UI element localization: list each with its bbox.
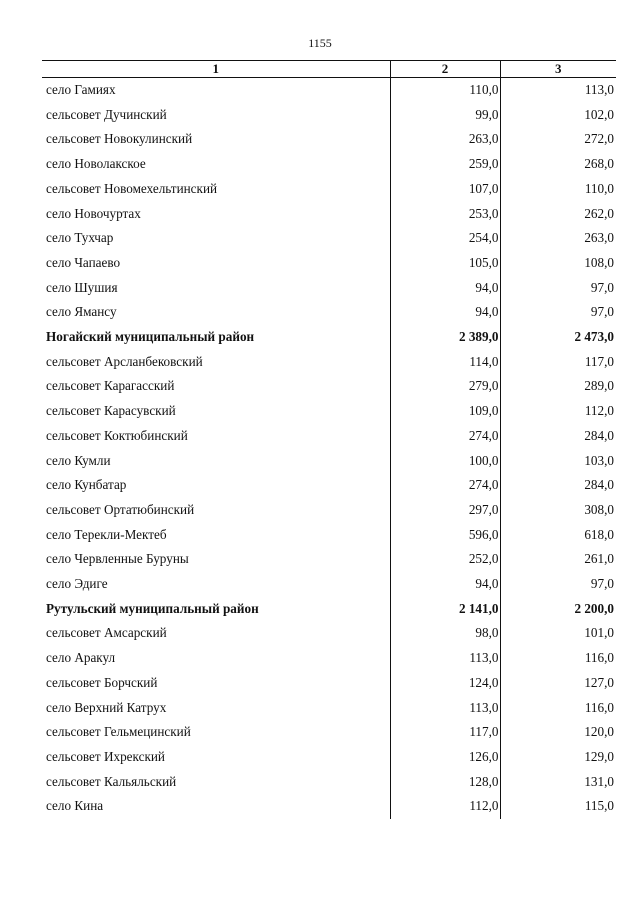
table-row bbox=[42, 152, 616, 177]
row-name-cell: село Шушия bbox=[46, 279, 118, 295]
row-name-cell: село Гамиях bbox=[46, 82, 116, 97]
table-row bbox=[42, 745, 616, 770]
row-value-col3: 129,0 bbox=[584, 748, 614, 764]
row-name-cell: село Тухчар bbox=[46, 230, 114, 246]
row-value-col2: 259,0 bbox=[390, 152, 500, 177]
row-value-col2: 100,0 bbox=[390, 449, 500, 474]
row-name-cell: село Верхний Катрух bbox=[46, 699, 167, 715]
row-value-col3: 117,0 bbox=[584, 353, 614, 369]
row-value-col2: 252,0 bbox=[390, 547, 500, 572]
column-header-3: 3 bbox=[500, 61, 616, 78]
table-row bbox=[42, 770, 616, 795]
table-row bbox=[42, 794, 616, 819]
row-value-col2: 94,0 bbox=[390, 572, 500, 597]
row-value-col2: 105,0 bbox=[390, 251, 500, 276]
table-row bbox=[42, 547, 616, 572]
row-name-cell: сельсовет Новомехельтинский bbox=[46, 180, 218, 196]
row-value-col2: 113,0 bbox=[390, 646, 500, 671]
row-value-col2: 128,0 bbox=[390, 770, 500, 795]
row-value-col3: 102,0 bbox=[584, 106, 614, 122]
row-value-col2: 99,0 bbox=[390, 103, 500, 128]
table-row bbox=[42, 696, 616, 721]
row-value-col2: 94,0 bbox=[390, 276, 500, 301]
row-value-col2: 596,0 bbox=[390, 523, 500, 548]
row-name-cell: сельсовет Кальяльский bbox=[46, 773, 177, 789]
row-value-col3: 120,0 bbox=[584, 724, 614, 740]
row-name-cell: село Кунбатар bbox=[46, 477, 127, 493]
row-name-cell: сельсовет Ортатюбинский bbox=[46, 501, 195, 517]
row-name-cell: сельсовет Амсарский bbox=[46, 625, 167, 641]
row-value-col2: 274,0 bbox=[390, 473, 500, 498]
row-value-col3: 108,0 bbox=[584, 254, 614, 270]
row-name-cell: сельсовет Ихрекский bbox=[46, 748, 165, 764]
row-name-cell: сельсовет Карасувский bbox=[46, 403, 176, 419]
table-body bbox=[42, 78, 616, 820]
row-value-col3: 110,0 bbox=[584, 180, 614, 196]
row-value-col2: 2 389,0 bbox=[390, 325, 500, 350]
row-name-cell: Ногайский муниципальный район bbox=[46, 329, 255, 345]
row-value-col3: 113,0 bbox=[584, 82, 614, 97]
table-row bbox=[42, 424, 616, 449]
row-name-cell: село Терекли-Мектеб bbox=[46, 526, 167, 542]
row-value-col2: 124,0 bbox=[390, 671, 500, 696]
row-value-col2: 114,0 bbox=[390, 350, 500, 375]
table-row bbox=[42, 523, 616, 548]
table-row bbox=[42, 251, 616, 276]
row-value-col3: 131,0 bbox=[584, 773, 614, 789]
row-name-cell: село Аракул bbox=[46, 650, 116, 666]
row-name-cell: село Чапаево bbox=[46, 254, 121, 270]
row-value-col2: 279,0 bbox=[390, 374, 500, 399]
row-value-col3: 101,0 bbox=[584, 625, 614, 641]
table-header-row bbox=[42, 61, 616, 78]
row-name-cell: село Кумли bbox=[46, 452, 111, 468]
row-value-col3: 97,0 bbox=[590, 576, 614, 592]
table-row bbox=[42, 597, 616, 622]
row-value-col3: 262,0 bbox=[584, 205, 614, 221]
row-value-col2: 297,0 bbox=[390, 498, 500, 523]
row-value-col2: 112,0 bbox=[390, 794, 500, 819]
row-value-col2: 107,0 bbox=[390, 177, 500, 202]
row-value-col2: 126,0 bbox=[390, 745, 500, 770]
row-value-col3: 97,0 bbox=[590, 279, 614, 295]
row-value-col3: 103,0 bbox=[584, 452, 614, 468]
table-row bbox=[42, 350, 616, 375]
table-row bbox=[42, 226, 616, 251]
row-value-col2: 117,0 bbox=[390, 720, 500, 745]
table-row bbox=[42, 276, 616, 301]
row-value-col2: 263,0 bbox=[390, 127, 500, 152]
row-name-cell: сельсовет Новокулинский bbox=[46, 131, 193, 147]
row-value-col3: 284,0 bbox=[584, 477, 614, 493]
row-name-cell: сельсовет Коктюбинский bbox=[46, 427, 188, 443]
row-value-col2: 113,0 bbox=[390, 696, 500, 721]
column-header-2: 2 bbox=[390, 61, 500, 78]
row-value-col2: 98,0 bbox=[390, 621, 500, 646]
table-row bbox=[42, 449, 616, 474]
row-value-col2: 94,0 bbox=[390, 300, 500, 325]
row-name-cell: Рутульский муниципальный район bbox=[46, 600, 259, 616]
table-row bbox=[42, 399, 616, 424]
row-name-cell: село Кина bbox=[46, 798, 104, 814]
table-row bbox=[42, 300, 616, 325]
table-row bbox=[42, 374, 616, 399]
row-value-col2: 274,0 bbox=[390, 424, 500, 449]
row-name-cell: село Червленные Буруны bbox=[46, 551, 189, 567]
table-row bbox=[42, 671, 616, 696]
row-value-col3: 116,0 bbox=[584, 650, 614, 666]
row-value-col2: 110,0 bbox=[390, 78, 500, 103]
row-value-col3: 97,0 bbox=[590, 304, 614, 320]
table-row bbox=[42, 127, 616, 152]
row-value-col2: 253,0 bbox=[390, 202, 500, 227]
row-value-col2: 2 141,0 bbox=[390, 597, 500, 622]
row-value-col2: 109,0 bbox=[390, 399, 500, 424]
table-row bbox=[42, 473, 616, 498]
row-value-col3: 618,0 bbox=[584, 526, 614, 542]
table-row bbox=[42, 498, 616, 523]
row-value-col3: 308,0 bbox=[584, 501, 614, 517]
row-value-col3: 116,0 bbox=[584, 699, 614, 715]
table-row bbox=[42, 78, 616, 103]
table-row bbox=[42, 572, 616, 597]
row-name-cell: село Эдиге bbox=[46, 576, 108, 592]
table-row bbox=[42, 202, 616, 227]
row-value-col3: 127,0 bbox=[584, 674, 614, 690]
row-value-col3: 112,0 bbox=[584, 403, 614, 419]
column-header-1: 1 bbox=[42, 61, 390, 78]
row-value-col3: 2 200,0 bbox=[574, 600, 614, 616]
row-value-col3: 272,0 bbox=[584, 131, 614, 147]
row-value-col3: 261,0 bbox=[584, 551, 614, 567]
row-name-cell: село Новочуртах bbox=[46, 205, 141, 221]
table-row bbox=[42, 720, 616, 745]
table-row bbox=[42, 325, 616, 350]
row-name-cell: сельсовет Дучинский bbox=[46, 106, 167, 122]
table-row bbox=[42, 103, 616, 128]
row-name-cell: село Новолакское bbox=[46, 156, 146, 172]
row-value-col3: 289,0 bbox=[584, 378, 614, 394]
row-name-cell: сельсовет Гельмецинский bbox=[46, 724, 191, 740]
row-value-col2: 254,0 bbox=[390, 226, 500, 251]
row-name-cell: сельсовет Карагасский bbox=[46, 378, 175, 394]
row-name-cell: сельсовет Борчский bbox=[46, 674, 158, 690]
row-value-col3: 115,0 bbox=[584, 798, 614, 814]
table-row bbox=[42, 621, 616, 646]
table-row bbox=[42, 177, 616, 202]
table-row bbox=[42, 646, 616, 671]
row-value-col3: 2 473,0 bbox=[574, 329, 614, 345]
row-value-col3: 268,0 bbox=[584, 156, 614, 172]
data-table bbox=[42, 60, 616, 819]
row-value-col3: 263,0 bbox=[584, 230, 614, 246]
row-name-cell: село Ямансу bbox=[46, 304, 117, 320]
row-value-col3: 284,0 bbox=[584, 427, 614, 443]
page-number: 1155 bbox=[308, 36, 332, 50]
row-name-cell: сельсовет Арсланбековский bbox=[46, 353, 203, 369]
